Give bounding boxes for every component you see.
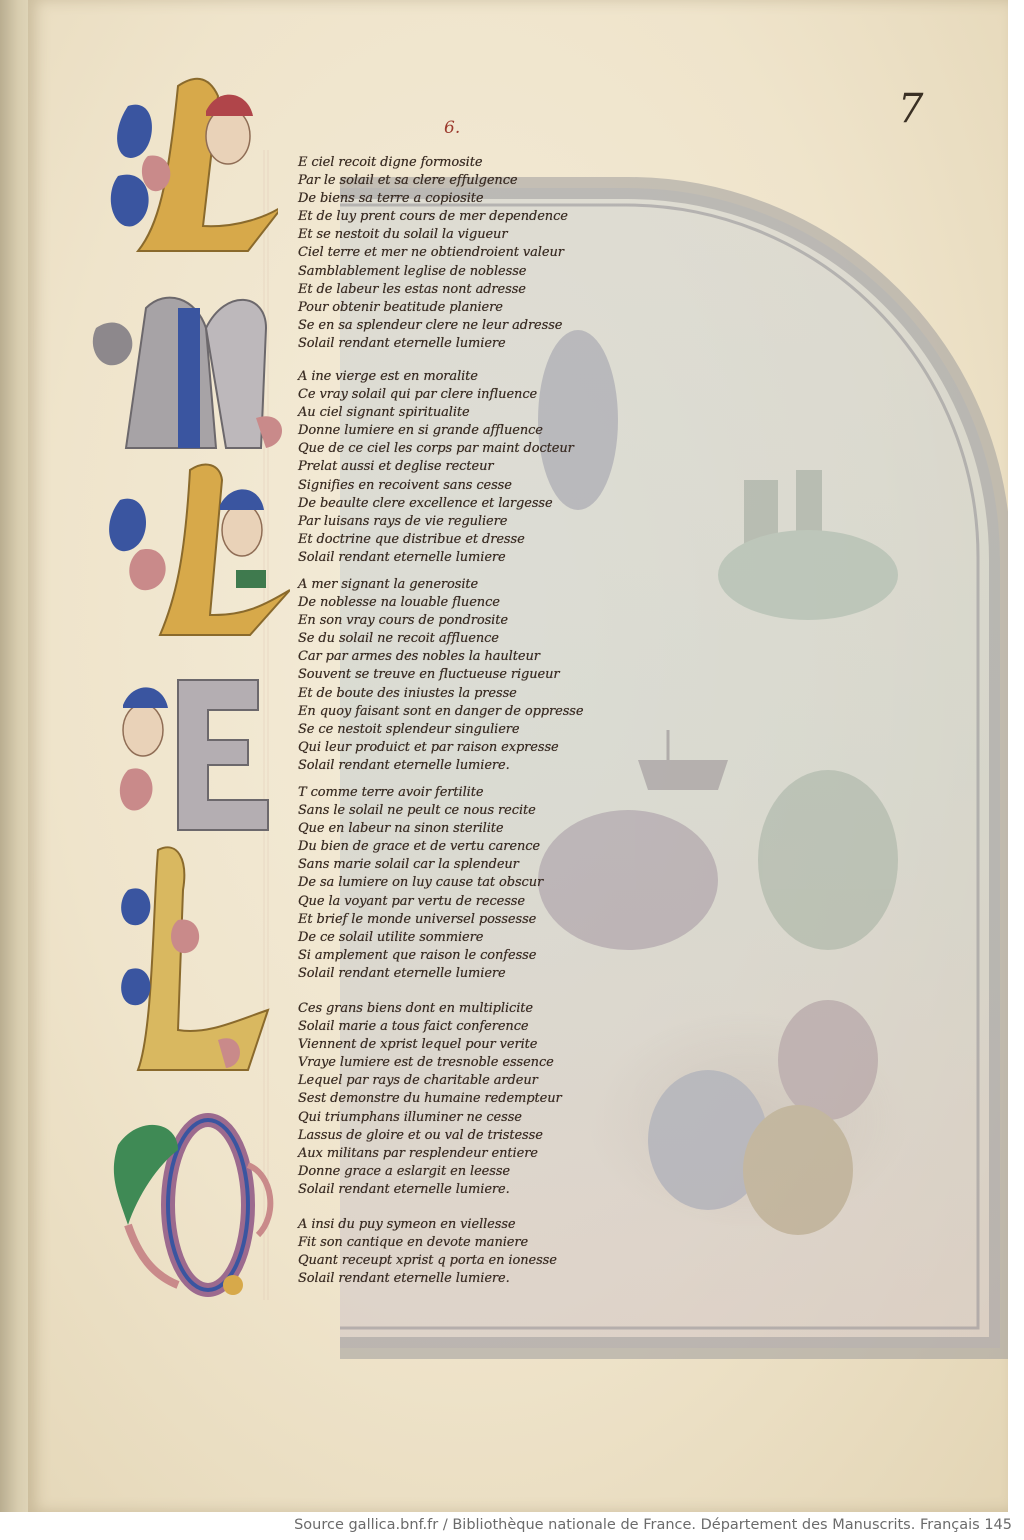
source-caption: Source gallica.bnf.fr / Bibliothèque nationale de France. Département des Manuscrits. Français 145 — [294, 1517, 1012, 1533]
verse-line: Par le solail et sa clere effulgence — [298, 173, 518, 189]
verse-line: Viennent de xprist lequel pour verite — [298, 1037, 538, 1053]
verse-line: Ces grans biens dont en multiplicite — [298, 1001, 533, 1016]
folio-number: 7 — [898, 86, 924, 132]
verse-line: Lequel par rays de charitable ardeur — [298, 1073, 538, 1089]
stanza — [298, 784, 543, 983]
illuminated-initial-l-1 — [98, 66, 278, 266]
stanza — [298, 154, 568, 353]
verse-line: Et brief le monde universel possesse — [298, 911, 537, 927]
verse-line: Signifies en recoivent sans cesse — [298, 477, 512, 493]
verse-line: Et se nestoit du solail la vigueur — [298, 227, 508, 243]
verse-line: Qui leur produict et par raison expresse — [298, 739, 559, 755]
verse-line: E ciel recoit digne formosite — [298, 155, 483, 170]
stanza — [298, 1000, 562, 1199]
verse-line: Et de luy prent cours de mer dependence — [298, 209, 568, 225]
verse-line: Solail rendant eternelle lumiere — [298, 965, 506, 981]
verse-line: Donne lumiere en si grande affluence — [298, 423, 543, 439]
verse-line: Par luisans rays de vie reguliere — [298, 513, 508, 529]
verse-line: Solail rendant eternelle lumiere. — [298, 757, 510, 773]
verse-line: Et doctrine que distribue et dresse — [298, 531, 525, 547]
illuminated-initial-m — [86, 268, 286, 468]
verse-column — [298, 0, 618, 1512]
verse-line: Vraye lumiere est de tresnoble essence — [298, 1055, 554, 1071]
verse-line: De biens sa terre a copiosite — [298, 191, 484, 207]
verse-line: En quoy faisant sont en danger de oppresse — [298, 703, 584, 719]
verse-line: Pour obtenir beatitude planiere — [298, 299, 503, 315]
verse-line: Qui triumphans illuminer ne cesse — [298, 1109, 522, 1125]
verse-line: De ce solail utilite sommiere — [298, 929, 484, 945]
illuminated-initial-l-2 — [100, 450, 290, 650]
illuminated-initial-e — [108, 660, 288, 840]
verse-line: De sa lumiere on luy cause tat obscur — [298, 875, 544, 891]
verse-line: De noblesse na louable fluence — [298, 595, 500, 611]
verse-line: En son vray cours de pondrosite — [298, 613, 508, 629]
rubric-number: 6. — [444, 118, 461, 138]
verse-line: Solail rendant eternelle lumiere — [298, 549, 506, 565]
verse-line: Si amplement que raison le confesse — [298, 947, 537, 963]
stanza — [298, 368, 574, 567]
verse-line: Du bien de grace et de vertu carence — [298, 839, 541, 855]
verse-line: Se ce nestoit splendeur singuliere — [298, 721, 520, 737]
verse-line: Sans le solail ne peult ce nous recite — [298, 803, 536, 819]
verse-line: A insi du puy symeon en viellesse — [298, 1217, 516, 1232]
verse-line: Que en labeur na sinon sterilite — [298, 821, 504, 837]
verse-line: Que de ce ciel les corps par maint docteur — [298, 441, 574, 457]
verse-line: Sans marie solail car la splendeur — [298, 857, 519, 873]
verse-line: Au ciel signant spiritualite — [298, 405, 470, 421]
verse-line: Solail rendant eternelle lumiere. — [298, 1271, 510, 1287]
stanza — [298, 576, 583, 775]
verse-line: Et de boute des iniustes la presse — [298, 685, 517, 701]
source-bar — [0, 1512, 1024, 1540]
verse-line: Lassus de gloire et ou val de tristesse — [298, 1127, 543, 1143]
verse-line: A ine vierge est en moralite — [298, 369, 478, 384]
manuscript-folio — [28, 0, 1008, 1512]
verse-line: Prelat aussi et deglise recteur — [298, 459, 494, 475]
verse-line: Se du solail ne recoit affluence — [298, 631, 499, 647]
verse-line: Donne grace a eslargit en leesse — [298, 1163, 510, 1179]
verse-line: De beaulte clere excellence et largesse — [298, 495, 553, 511]
verse-line: Aux militans par resplendeur entiere — [298, 1145, 538, 1161]
verse-line: T comme terre avoir fertilite — [298, 785, 484, 800]
verse-line: Ce vray solail qui par clere influence — [298, 387, 538, 403]
verse-line: Quant receupt xprist q porta en ionesse — [298, 1253, 557, 1269]
verse-line: Car par armes des nobles la haulteur — [298, 649, 540, 665]
verse-line: Solail rendant eternelle lumiere. — [298, 1181, 510, 1197]
verse-line: Et de labeur les estas nont adresse — [298, 281, 526, 297]
verse-line: Se en sa splendeur clere ne leur adresse — [298, 317, 563, 333]
verse-line: Que la voyant par vertu de recesse — [298, 893, 525, 909]
illuminated-initial-s — [98, 1105, 288, 1315]
stanza — [298, 1216, 557, 1288]
verse-line: Fit son cantique en devote maniere — [298, 1235, 529, 1251]
verse-line: Ciel terre et mer ne obtiendroient valeur — [298, 245, 564, 261]
verse-line: Souvent se treuve en fluctueuse rigueur — [298, 667, 560, 683]
verse-line: Sest demonstre du humaine redempteur — [298, 1091, 562, 1107]
illuminated-initial-l-3 — [108, 830, 288, 1100]
verse-line: Samblablement leglise de noblesse — [298, 263, 527, 279]
verse-line: A mer signant la generosite — [298, 577, 479, 592]
verse-line: Solail rendant eternelle lumiere — [298, 335, 506, 351]
verse-line: Solail marie a tous faict conference — [298, 1019, 529, 1035]
